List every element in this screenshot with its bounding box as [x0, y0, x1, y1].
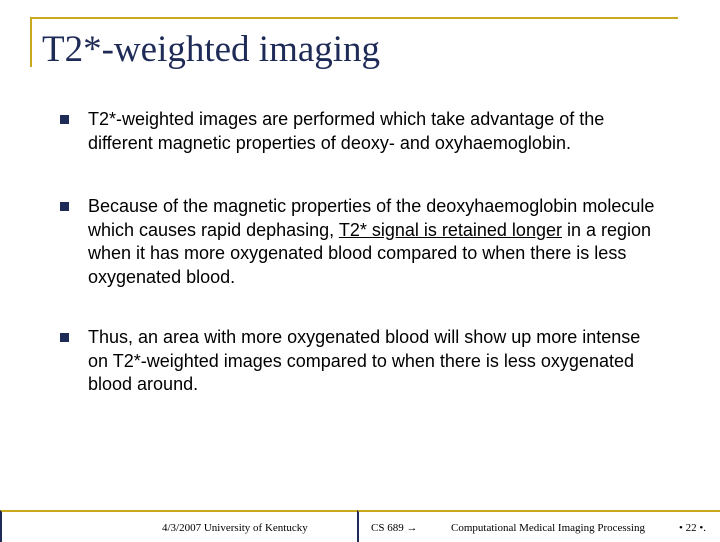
footer-course-name: Computational Medical Imaging Processing — [451, 522, 645, 534]
title-frame-top-rule — [30, 17, 678, 19]
footer-page-cell — [667, 510, 720, 542]
footer-date-institution: 4/3/2007 University of Kentucky — [162, 522, 308, 534]
bullet-text: Thus, an area with more oxygenated blood will show up more intense on T2*-weighted images compared to when there is less oxygenated blood around. — [88, 327, 641, 394]
footer-course-cell — [357, 510, 439, 542]
square-bullet-icon — [60, 333, 69, 342]
slide-title: T2*-weighted imaging — [42, 29, 381, 70]
bullet-list — [60, 108, 660, 397]
bullet-text: T2*-weighted images are performed which take advantage of the different magnetic properties of deoxy- and oxyhaemoglobin. — [88, 109, 605, 153]
footer-course: CS 689 → — [371, 522, 418, 534]
square-bullet-icon — [60, 115, 69, 124]
footer-page-number: • 22 •. — [679, 522, 706, 534]
footer-date-cell — [0, 510, 359, 542]
footer-course-name-cell — [437, 510, 667, 542]
title-frame-left-rule — [30, 17, 32, 67]
bullet-item-3 — [60, 326, 660, 397]
slide-footer — [0, 510, 720, 540]
bullet-text-end: in a region when it has more oxygenated blood compared to when there is less oxygenated blood. — [88, 219, 652, 287]
bullet-text-start: Because of the magnetic properties of the deoxyhaemoglobin molecule which causes rapid dephasing, — [88, 196, 655, 240]
bullet-item-1 — [60, 108, 660, 155]
bullet-text-underlined: T2* signal is retained longer — [338, 219, 562, 240]
bullet-item-2 — [60, 195, 660, 289]
square-bullet-icon — [60, 202, 69, 211]
